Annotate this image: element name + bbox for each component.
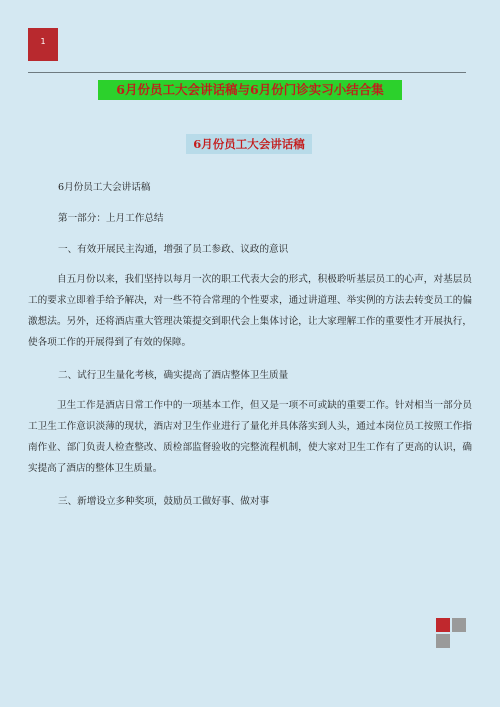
item-heading-3: 三、新增设立多种奖项，鼓励员工做好事、做对事 — [58, 495, 270, 507]
section-title: 6月份员工大会讲话稿 — [186, 134, 312, 154]
body-paragraph-1: 自五月份以来，我们坚持以每月一次的职工代表大会的形式，积极聆听基层员工的心声，对基层员工的要求立即着手给予解决，对一些不符合常理的个性要求，通过讲道理、举实例的方法去转变员工的偏激想法。另外，还将酒店重大管理决策提交到职代会上集体讨论，让大家理解工作的重要性才开展执行，使各项工作的开展得到了有效的保障。 — [28, 274, 472, 348]
corner-decoration — [436, 618, 466, 648]
body-paragraph-2: 卫生工作是酒店日常工作中的一项基本工作，但又是一项不可或缺的重要工作。针对相当一部分员工卫生工作意识淡薄的现状，酒店对卫生作业进行了量化并具体落实到人头，通过本岗位员工按照工作指南作业、部门负责人检查整改、质检部监督验收的完整流程机制，使大家对卫生工作有了更高的认识，确实提高了酒店的整体卫生质量。 — [28, 400, 472, 474]
document-title: 6月份员工大会讲话稿与6月份门诊实习小结合集 — [98, 80, 402, 100]
header-divider — [28, 72, 466, 73]
corner-square-gray — [452, 618, 466, 632]
speech-heading: 6月份员工大会讲话稿 — [58, 182, 151, 193]
part-heading: 第一部分：上月工作总结 — [58, 212, 164, 224]
page-number: 1 — [40, 37, 46, 46]
corner-square-red — [436, 618, 450, 632]
item-heading-2: 二、试行卫生量化考核，确实提高了酒店整体卫生质量 — [58, 369, 289, 381]
page-number-badge — [28, 28, 58, 61]
corner-square-gray — [436, 634, 450, 648]
document-body — [28, 178, 472, 522]
item-heading-1: 一、有效开展民主沟通，增强了员工参政、议政的意识 — [58, 243, 289, 255]
